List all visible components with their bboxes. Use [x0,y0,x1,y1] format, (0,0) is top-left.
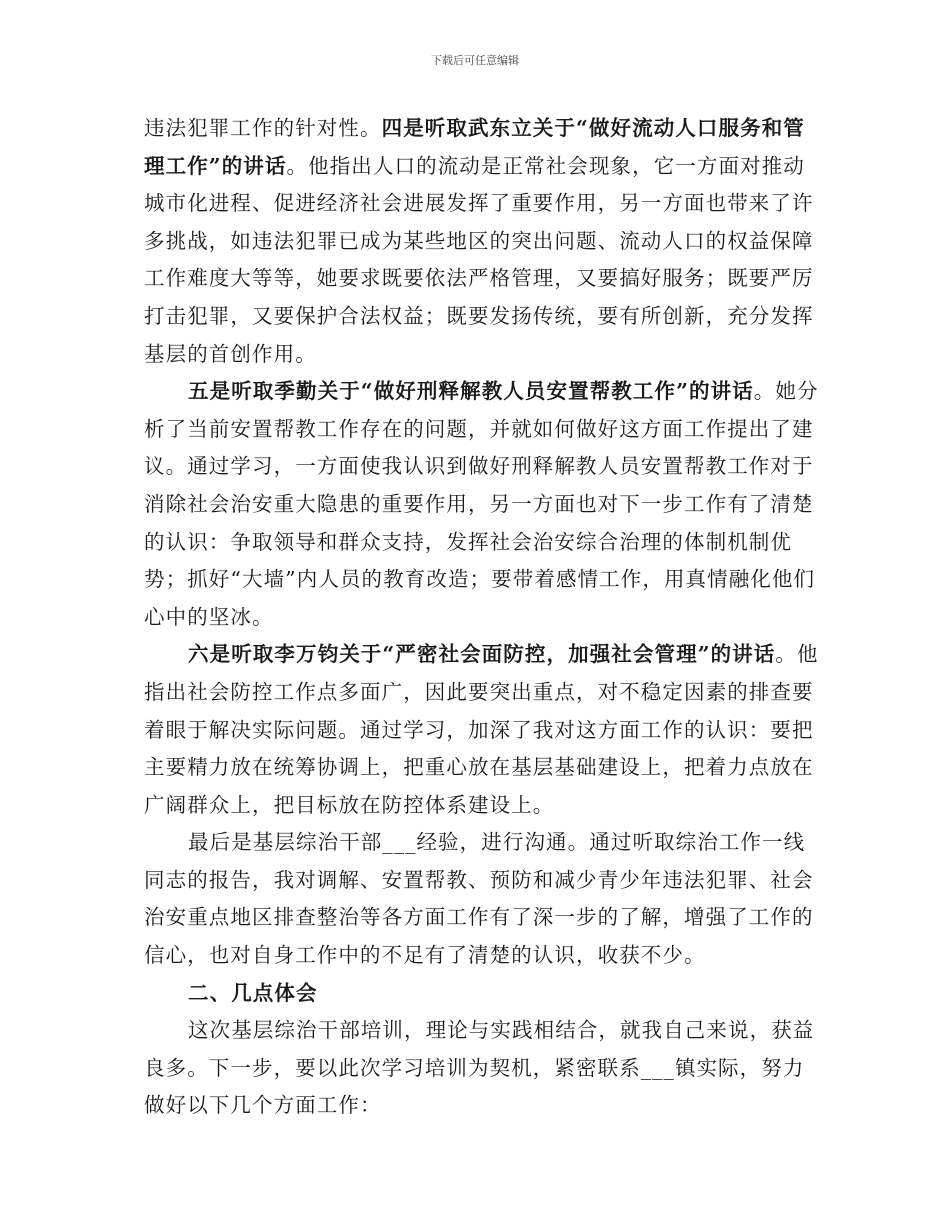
page-header: 下载后可任意编辑 [431,54,519,67]
paragraph-bold-heading: 六是听取李万钧关于“严密社会面防控，加强社会管理”的讲话 [188,642,776,667]
paragraph-continuation [144,110,824,373]
paragraph-text: 这次基层综治干部培训，理论与实践相结合，就我自己来说，获益良多。下一步，要以此次学习培训为契机，紧密联系___镇实际，努力做好以下几个方面工作： [144,1018,815,1118]
paragraph-text: 。她分析了当前安置帮教工作存在的问题，并就如何做好这方面工作提出了建议。通过学习，一方面使我认识到做好刑释解教人员安置帮教工作对于消除社会治安重大隐患的重要作用，另一方面也对下一步工作有了清楚的认识：争取领导和群众支持，发挥社会治安综合治理的体制机制优势；抓好“大墙”内人员的教育改造；要带着感情工作，用真情融化他们心中的坚冰。 [144,379,819,629]
paragraph-text: 。他指出人口的流动是正常社会现象，它一方面对推动城市化进程、促进经济社会进展发挥了重要作用，另一方面也带来了许多挑战，如违法犯罪已成为某些地区的突出问题、流动人口的权益保障工作难度大等等，她要求既要依法严格管理，又要搞好服务；既要严厉打击犯罪，又要保护合法权益；既要发扬传统，要有所创新，充分发挥基层的首创作用。 [144,153,814,366]
paragraph-bold-heading: 五是听取季勤关于“做好刑释解教人员安置帮教工作”的讲话 [188,379,754,404]
paragraph-six [144,636,824,824]
section-heading-text: 二、几点体会 [188,980,318,1005]
paragraph-text: 。他指出社会防控工作点多面广，因此要突出重点，对不稳定因素的排查要着眼于解决实际问题。通过学习，加深了我对这方面工作的认识：要把主要精力放在统筹协调上，把重心放在基层基础建设上，把着力点放在广阔群众上，把目标放在防控体系建设上。 [144,642,819,817]
paragraph-final [144,824,824,974]
section-heading [144,975,824,1013]
paragraph-reflection [144,1012,824,1125]
paragraph-five [144,373,824,636]
document-body [144,110,824,1125]
paragraph-bold-heading: 四是听取武东立关于“做好流动人口服务和管理工作”的讲话 [144,116,805,178]
paragraph-lead: 违法犯罪工作的针对性。 [144,116,382,140]
paragraph-text: 最后是基层综治干部___经验，进行沟通。通过听取综治工作一线同志的报告，我对调解、安置帮教、预防和减少青少年违法犯罪、社会治安重点地区排查整治等各方面工作有了深一步的了解，增强了工作的信心，也对自身工作中的不足有了清楚的认识，收获不少。 [144,830,814,968]
